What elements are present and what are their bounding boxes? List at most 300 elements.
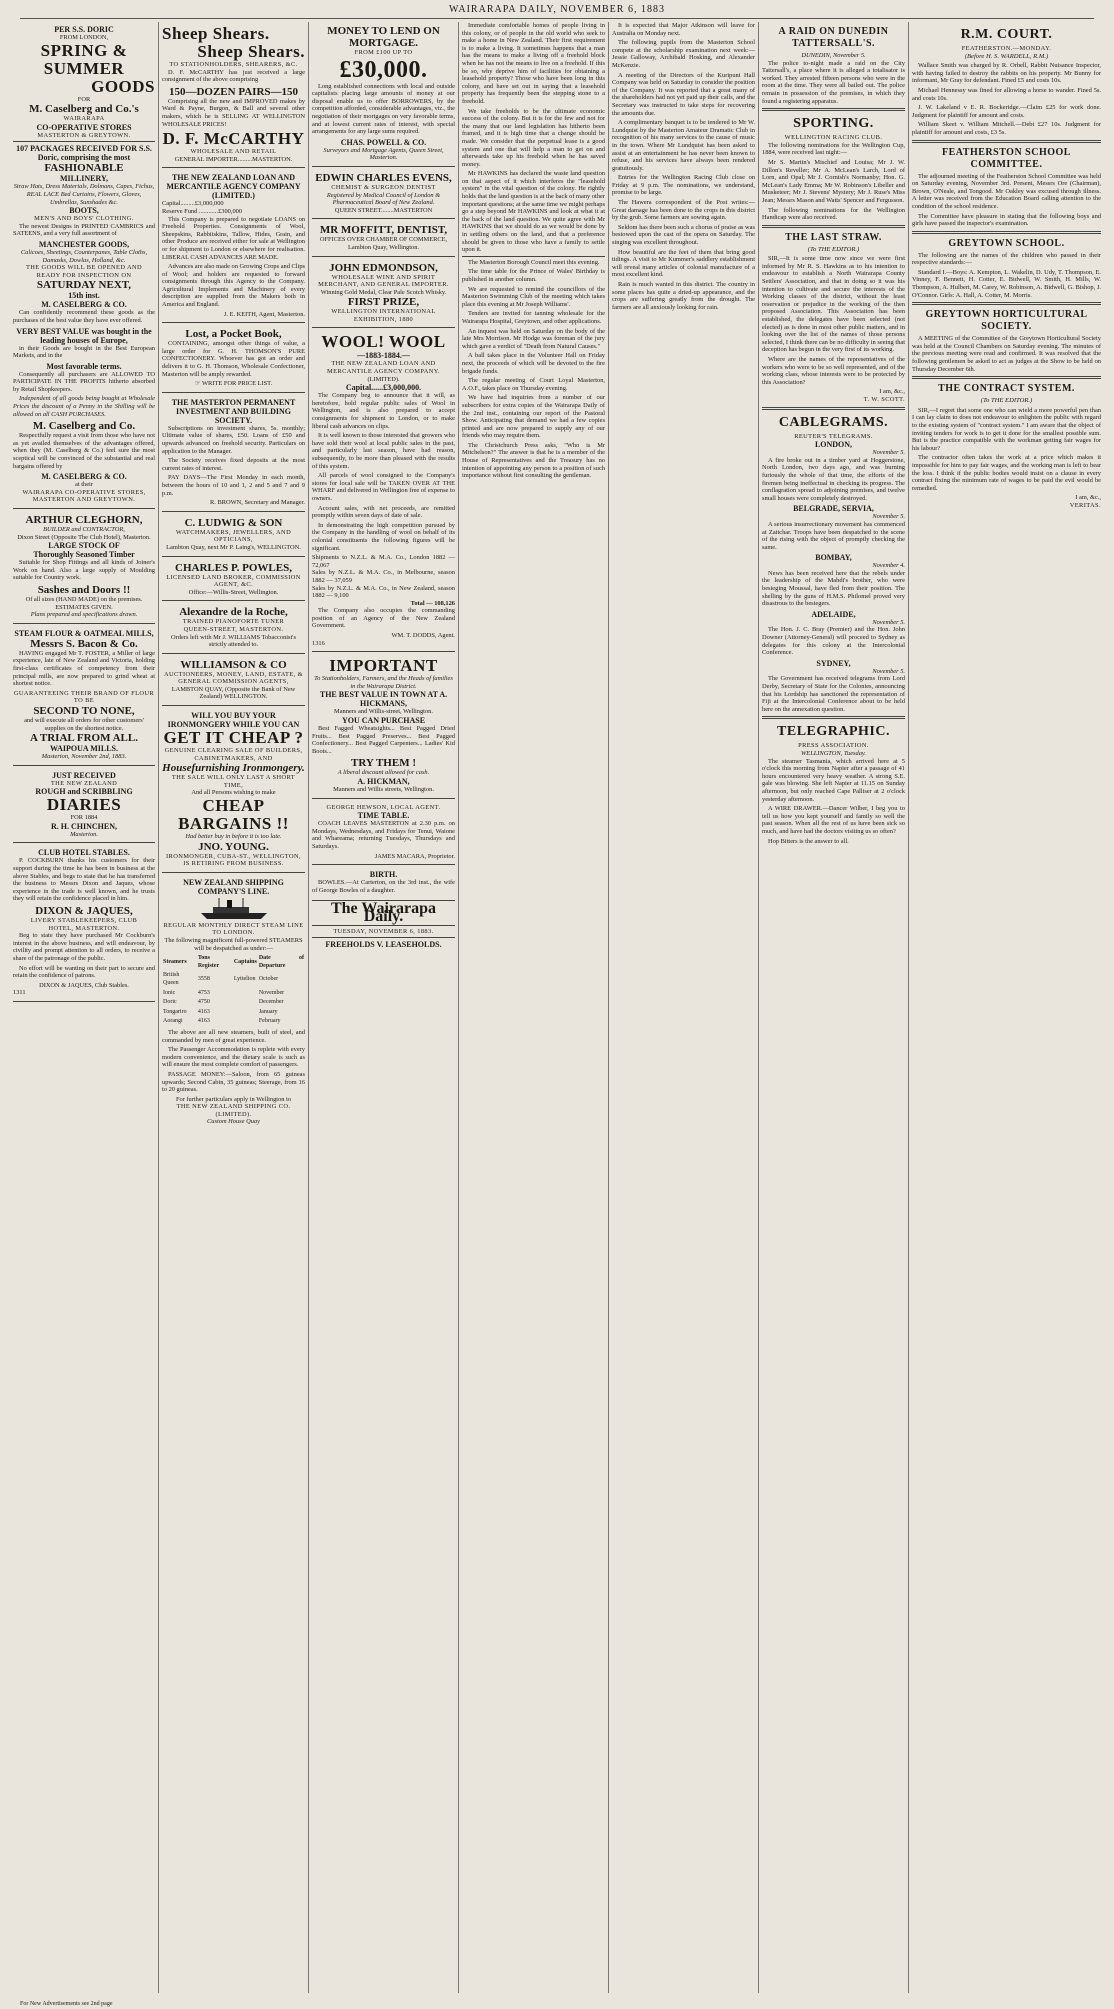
- cable-bombay: BOMBAY,: [815, 553, 852, 563]
- telegraphic-dateline: WELLINGTON, Tuesday.: [800, 749, 867, 757]
- evens-registered: Registered by Medical Council of London & Pharmaceutical Board of New Zealand.: [326, 191, 441, 207]
- table-header: Tons Register: [197, 955, 220, 969]
- column-1: [10, 22, 158, 1993]
- bacon-trial: A TRIAL FROM ALL.: [30, 732, 138, 745]
- birth-text: BOWLES.—At Carterton, on the 3rd inst., the wife of George Bowles of a daughter.: [312, 879, 455, 894]
- news-item: Tenders are invited for tanning wholesale for the Wairarapa Hospital, Greytown, and other applications.: [462, 310, 605, 325]
- pbis-sign: R. BROWN, Secretary and Manager.: [210, 499, 305, 507]
- ad-respectfully: Respectfully request a visit from those who have not as yet availed themselves of the advantages offered, when they (M. Caselberg & Co.) feel sure the most sceptical will be convinced of the substantial and real bargains offered by: [13, 432, 155, 470]
- bacon-second: SECOND TO NONE,: [33, 704, 135, 717]
- cable-bombay-date: November 4.: [872, 562, 905, 570]
- wool-text-3: All parcels of wool consigned to the Company's stores for local sale will be TAKEN OVER AT THE WHARF and delivered in Wellington free of expense to owners.: [312, 472, 455, 502]
- shipping-table: [162, 954, 305, 1027]
- column-5: [608, 22, 758, 1993]
- edmondson-exhibition: WELLINGTON INTERNATIONAL EXHIBITION, 1880: [331, 308, 436, 323]
- nzloan-capital: Capital.........£3,000,000: [162, 200, 224, 208]
- ad-for: FOR: [77, 95, 91, 103]
- ad-millinery-text: Straw Hats, Dress Materials, Dolmans, Capes, Fichus, REAL LACE Bed Curtains, Flowers, Gloves, Umbrellas, Sunshades &c.: [13, 183, 155, 206]
- evens-name: EDWIN CHARLES EVENS,: [315, 171, 452, 184]
- wool-figure-total: Total — 108,126: [410, 599, 455, 607]
- ad-from: FROM LONDON,: [59, 34, 109, 41]
- nzloan-sign: J. E. KEITH, Agent, Masterton.: [223, 310, 305, 318]
- table-row: British Queen 3558 Lyttelton October: [163, 972, 279, 986]
- bacon-gristing: GUARANTEEING THEIR BRAND OF FLOUR TO BE: [13, 689, 155, 705]
- ad-firm: M. Caselberg and Co.'s: [29, 103, 139, 116]
- mccarthy-sheep-2: Sheep Shears.: [197, 42, 305, 61]
- coach-ad: [312, 801, 455, 866]
- chinchen-diaries: DIARIES: [46, 795, 122, 815]
- news-item: The Masterton Borough Council meet this evening.: [468, 258, 600, 266]
- mccarthy-text: D. F. McCARTHY has just received a large consignment of the above comprising: [162, 68, 305, 84]
- young-persons: And all Persons wishing to make: [191, 789, 276, 797]
- money-ad: [312, 22, 455, 167]
- sporting-headline: SPORTING.: [793, 116, 874, 132]
- ad-fashionable: FASHIONABLE: [44, 162, 124, 175]
- telegraphic-press: PRESS ASSOCIATION.: [798, 742, 869, 750]
- money-firm: CHAS. POWELL & CO.: [340, 137, 427, 147]
- letter-text-2: Where are the names of the representatives of the workers who were to be so well represented, and of the working class, whose interests were to be protected by this Association?: [762, 356, 905, 386]
- wrc-text-2: Mr S. Martin's Mischief and Louisa; Mr J. W. Dillon's Reveller; Mr A. McLean's Larch, Lord of Lorn, and Opal; Mr J. Cornish's Normanby; Hon. G. McLean's Lady Emma; Mr W. Robinson's Libeller and Musketeer; Mr J. Stevens' Mystery; Mr J. Ruse's Miss Jean; Messrs Mason and Watts' Spencer and Fergusson.: [762, 158, 905, 204]
- table-header: Date of Departure: [258, 955, 304, 969]
- wool-title: WOOL! WOOL: [321, 332, 446, 352]
- steamship-icon: [199, 898, 269, 920]
- court-case: J. W. Lakeland v E. R. Bockeridge.—Claim £25 for work done. Judgment for plaintiff for amount and costs.: [912, 104, 1101, 119]
- cleghorn-trade: BUILDER and CONTRACTOR,: [43, 526, 125, 533]
- chinchen-town: Masterton.: [70, 830, 98, 838]
- school-headline: FEATHERSTON SCHOOL COMMITTEE.: [942, 146, 1071, 170]
- raid-text: The police to-night made a raid on the City Tattersall's, a place where it is alleged a totalisator is worked. They arrested fifteen persons who were in the room at the time. They were all bailed out. The police remain in possession of the premises, in which they found a registering apparatus.: [762, 59, 905, 105]
- court-headline: R.M. COURT.: [960, 27, 1053, 42]
- contract-headline: THE CONTRACT SYSTEM.: [938, 383, 1075, 395]
- shipping-title: NEW ZEALAND SHIPPING COMPANY'S LINE.: [183, 877, 284, 896]
- wool-text: The Company beg to announce that it will, as heretofore, hold regular public sales of Wool in Wellington, and is also prepared to accept consignments for shipment to London, or to make liberal cash advances on clips.: [312, 392, 455, 430]
- cable-belgrade: BELGRADE, SERVIA,: [793, 504, 874, 514]
- hickman-youcan: YOU CAN PURCHASE: [341, 716, 426, 726]
- hickman-list: Best Fagged Wheatsights... Best Pagged Dried Fruits... Best Pagged Preserves... Best Pagged Confectionery... Best Pagged Carpenters... Ladies' Kid Boots...: [312, 725, 455, 755]
- telegraphic-text-2: A WIRE DRAWER.—Dancer Wilber, I beg you to tell us how you kept yourself and family so well the past season. When all the rest of us have been sick so much, and have had the doctors visiting us so often?: [762, 805, 905, 835]
- powles-trade: LICENSED LAND BROKER, COMMISSION AGENT, &C.: [166, 573, 301, 589]
- news-item: A meeting of the Directors of the Kuripuni Hall Company was held on Saturday to consider the position of the Company. It was reported that a great many of the shareholders had not yet paid up their calls, and the Secretary was instructed to take steps for recovering the amounts due.: [612, 71, 755, 117]
- young-sale: GENUINE CLEARING SALE OF BUILDERS, CABINETMAKERS, AND: [164, 747, 303, 762]
- news-item: The following pupils from the Masterton School compete at the scholarship examination next week:—Jessie Galloway, Archibald Hosking, and Alexander McKenzie.: [612, 39, 755, 69]
- mccarthy-audience: TO STATIONHOLDERS, SHEARERS, &C.: [169, 61, 298, 68]
- article-paragraph: Immediate comfortable homes of people living in this colony, or of people in the old world who seek to make a home in New Zealand. Their first requirement is to make a living. It sometimes happens that a man has the means to make a living off a freehold block when he has not the means to live on a freehold. If this be so, why deprive him of facilities for obtaining a leasehold property? Those who have been long in this colony, and have set out in saying that a leasehold property has frequently been the stepping stone to a freehold.: [462, 22, 605, 105]
- table-row: Ionic 4753 November: [163, 989, 285, 996]
- ad-manchester-text: Calicoes, Sheetings, Counterpanes, Table Cloths, Damasks, Dowlas, Holland, &c.: [20, 248, 148, 264]
- ad-packages: 107 PACKAGES RECEIVED FOR S.S. Doric, comprising the most: [16, 144, 152, 163]
- cable-bombay-text: News has been received here that the rebels under the leadership of the Mahdi's brother, who were besieging Moussal, have fled from their position. The shelling by the guns of H.M.S. Philomel proved very disastrous to the besiegers.: [762, 569, 905, 608]
- mccarthy-ad: [162, 22, 305, 168]
- williamson-ad: [162, 656, 305, 706]
- ad-millinery: MILLINERY,: [59, 174, 109, 184]
- cable-london-date: November 5.: [872, 449, 905, 457]
- caselberg-ad: [13, 22, 155, 509]
- nzloan-text-2: Advances are also made on Growing Crops and Clips of Wool; and holders are requested to forward consignments through this Agency to the Company. Agricultural Implements and Machinery of every description are supplied from the Makers both in America and England.: [162, 263, 306, 309]
- wool-text-2: It is well known to those interested that growers who have sold their wool at local public sales in the past, and particularly last season, have had reason, subsequently, to be more than pleased with the results of this system.: [312, 432, 455, 470]
- contract-signer: VERITAS.: [1069, 501, 1101, 509]
- evens-address: QUEEN STREET........MASTERTON: [334, 206, 433, 214]
- young-housefurnishing: Housefurnishing Ironmongery.: [162, 762, 305, 775]
- edmondson-ad: [312, 259, 455, 329]
- cable-headline: CABLEGRAMS.: [778, 414, 889, 430]
- greytown-text: The following are the names of the children who passed in their respective standards:—: [912, 251, 1101, 267]
- news-item: A ball takes place in the Volunteer Hall on Friday next, the proceeds of which will be devoted to the fire brigade funds.: [462, 352, 605, 375]
- bacon-steam: STEAM FLOUR & OATMEAL MILLS,: [14, 628, 154, 638]
- young-name: JNO. YOUNG.: [198, 840, 269, 853]
- ad-spring: SPRING &: [40, 40, 128, 60]
- ad-opened: THE GOODS WILL BE OPENED AND READY FOR INSPECTION ON: [25, 264, 143, 279]
- young-iron: WILL YOU BUY YOUR IRONMONGERY WHILE YOU CAN: [167, 711, 300, 730]
- court-judge: (Before H. S. WARDELL, R.M.): [964, 52, 1049, 60]
- cleghorn-address: Dixon Street (Opposite The Club Hotel), Masterton.: [17, 533, 151, 541]
- hickman-discount: A liberal discount allowed for cash.: [337, 769, 430, 777]
- cleghorn-timber: Thoroughly Seasoned Timber: [33, 550, 135, 560]
- news-item: A complimentary banquet is to be tendered to Mr W. Lundquist by the Masterton Amateur Dramatic Club in recognition of his many services to the cause of music in the town. Where Mr Lundquist has been asked to assist at an entertainment he has never been known to refuse, and his services have always been rendered gratuitously.: [612, 119, 755, 172]
- wrc-text: The following nominations for the Wellington Cup, 1884, were received last night:—: [762, 141, 905, 157]
- column-3: [308, 22, 458, 1993]
- table-row: Doric 4750 December: [163, 999, 284, 1006]
- williamson-trade: AUCTIONEERS, MONEY, LAND, ESTATE, & GENERAL COMMISSION AGENTS,: [163, 670, 304, 686]
- powles-ad: [162, 559, 305, 602]
- table-header: Steamers: [163, 958, 187, 965]
- dixon-livery: LIVERY STABLEKEEPERS, CLUB: [30, 917, 138, 925]
- nzloan-title: THE NEW ZEALAND LOAN AND MERCANTILE AGENCY COMPANY (LIMITED.): [166, 173, 301, 201]
- column-7: [908, 22, 1104, 1993]
- ad-designs: The newest Designs in PRINTED CAMBRICS and SATEENS, and a very full assortment of: [13, 222, 155, 238]
- mccarthy-dozen: 150—DOZEN PAIRS—150: [168, 85, 299, 98]
- chinchen-ad: [13, 768, 155, 844]
- bacon-second-text: and will execute all orders for other customers' supplies on the shortest notice.: [24, 716, 144, 732]
- cable-belgrade-date: November 5.: [872, 513, 905, 521]
- cable-sydney-text: The Government has received telegrams from Lord Derby, Secretary of State for the Colonies, announcing that his Lordship has sanctioned the representation of Fiji at the Intercolonial Conference about to be held here on the annexation question.: [762, 675, 905, 713]
- telegraphic-headline: TELEGRAPHIC.: [777, 724, 890, 740]
- roche-ad: [162, 603, 305, 653]
- shipping-text: The above are all new steamers, built of steel, and commanded by men of great experience.: [162, 1028, 305, 1044]
- money-firm-2: Surveyors and Mortgage Agents, Queen Street, Masterton.: [323, 146, 444, 162]
- ad-at: at their: [75, 481, 93, 489]
- news-item: The time table for the Prince of Wales' Birthday is published in another column.: [462, 268, 605, 283]
- coach-text: COACH LEAVES MASTERTON at 2.30 p.m. on Mondays, Wednesdays, and Fridays for Tenui, Waione and Whareama; returning Tuesdays, Thursdays and Saturdays.: [312, 820, 455, 850]
- cleghorn-sashes-text: Of all sizes (HAND MADE) on the premises. ESTIMATES GIVEN.: [25, 595, 143, 611]
- ad-firm-4: M. CASELBERG & CO.: [41, 472, 127, 482]
- ad-markets: in their Goods are bought in the Best European Markets, and in the: [13, 344, 155, 360]
- cable-london: LONDON,: [814, 440, 853, 450]
- pointing-hand-icon: ☞: [194, 380, 203, 388]
- money-amount: £30,000.: [339, 56, 428, 83]
- mccarthy-dozen-text: Comprising all the new and IMPROVED makes by Ward & Payne, Burgon, & Ball and several other makers, which he is SELLING AT WELLINGTON WHOLESALE PRICES!: [162, 97, 305, 128]
- column-4: [458, 22, 608, 1993]
- news-item: How beautiful are the feet of them that bring good tidings. A visit to Mr Kummer's saddlery establishment will reveal many articles of colonial manufacture of a most excellent kind.: [612, 248, 755, 279]
- dixon-name: DIXON & JAQUES,: [35, 905, 133, 918]
- news-item: It is expected that Major Atkinson will leave for Australia on Monday next.: [612, 22, 755, 37]
- edmondson-medal: Winning Gold Medal, Clear Pale Scotch Whisky.: [320, 288, 447, 296]
- letter-text: SIR,—It is some time now since we were first informed by Mr R. S. Hawkins as to his intention to endeavour to establish a North Wairarapa County Settlers' Association, and that in doing so it was his intention to cultivate and secure the interests of the Working classes of the district, without the least reservation or prejudice in the working of the then proposed Association. This Association has been established, the delegates have been selected (not elected) as is done in most other public matters, and in looking over the list of the names of those persons selected, I think there can be no difficulty in seeing that deception has begun in the very first of its working.: [762, 255, 905, 354]
- shipping-text-2: The Passenger Accommodation is replete with every modern convenience, and the dietary scale is such as will ensure the most complete comfort of passengers.: [162, 1046, 305, 1069]
- ad-stores-2: WAIRARAPA CO-OPERATIVE STORES,: [22, 488, 146, 496]
- dixon-sign: DIXON & JAQUES, Club Stables.: [39, 981, 129, 989]
- paper-title: The Wairarapa Daily.: [330, 900, 437, 925]
- hickman-ad: [312, 654, 455, 798]
- column-6: [758, 22, 908, 1993]
- hickman-important: IMPORTANT: [329, 656, 438, 676]
- wool-text-5: In demonstrating the high competition pursued by the Company in the handling of wool on behalf of its colonial constituents the following figures will be significant.: [312, 521, 455, 552]
- williamson-address: LAMBTON QUAY, (Opposite the Bank of New Zealand) WELLINGTON.: [171, 685, 296, 701]
- shipping-quay: Custom House Quay: [207, 1118, 260, 1126]
- wool-figure: Sales by N.Z.L. & M.A. Co., in New Zealand, season 1882 — 9,100: [312, 584, 455, 600]
- money-from: FROM £100 UP TO: [354, 49, 413, 56]
- edmondson-name: JOHN EDMONDSON,: [329, 261, 438, 274]
- ad-firm-3: M. Caselberg and Co.: [32, 420, 136, 433]
- masthead-title: WAIRARAPA DAILY, NOVEMBER 6, 1883: [449, 4, 665, 15]
- young-bargains: CHEAP BARGAINS !!: [178, 796, 289, 834]
- ludwig-ad: [162, 514, 305, 557]
- hickman-address-2: Manners and Willis streets, Wellington.: [333, 786, 434, 793]
- raid-dateline: DUNEDIN, November 5.: [801, 52, 866, 59]
- cable-reuter: REUTER'S TELEGRAMS.: [794, 432, 873, 440]
- pbis-text: Subscriptions on investment shares, 5s. monthly; Ultimate value of shares, £50. Loans of £50 and upwards advanced on freehold security. Particulars on application to the Manager.: [162, 424, 305, 455]
- court-case: William Skeet v. William Mitchell.—Debt £27 10s. Judgment for plaintiff for amount and costs, £3 5s.: [912, 121, 1101, 136]
- wrc-text-3: The following nominations for the Wellington Handicap were also received.: [762, 206, 905, 222]
- ad-confident: Can confidently recommend these goods as the purchases of the best value they have ever offered.: [13, 309, 155, 324]
- shipping-steamers: The following magnificent full-powered STEAMERS will be despatched as under:—: [164, 937, 303, 952]
- powles-office: Office:—Willis-Street, Wellington.: [188, 588, 279, 596]
- hickman-address: Manners and Willis-street, Wellington.: [334, 708, 433, 716]
- wool-text-6: The Company also occupies the commanding position of an Agency of the New Zealand Government.: [312, 607, 455, 630]
- club-text: P. COCKBURN thanks his customers for their support during the time he has been in business at the above Stables, and begs to state that he has transferred the business to Messrs Dixon and Jaques, whose experience in the trade is well known, and he trusts they will retain the confidence placed in him.: [13, 857, 155, 903]
- shipping-line: REGULAR MONTHLY DIRECT STEAM LINE TO LONDON.: [163, 921, 304, 937]
- school-text: The adjourned meeting of the Featherston School Committee was held on Saturday evening, November 3rd. Present, Messrs Ore (Chairman), Brown, O'Neale, and Tongood. Mr Oakley was excused through illness. A letter was received from the Education Board calling attention to the condition of the school residence.: [912, 172, 1101, 210]
- ad-purchasers: Consequently all purchasers are ALLOWED TO PARTICIPATE IN THE PROFITS hitherto absorbed by Retail Shopkeepers.: [13, 370, 155, 393]
- mccarthy-sheep-1: Sheep Shears.: [162, 24, 270, 43]
- birth-notice: [312, 867, 455, 901]
- powles-name: CHARLES P. POWLES,: [175, 561, 292, 574]
- young-short: THE SALE WILL ONLY LAST A SHORT TIME,: [171, 774, 296, 789]
- horticultural-text: A MEETING of the Committee of the Greytown Horticultural Society was held at the Council Chambers on Saturday evening. The minutes of the previous meeting were read and confirmed. It was resolved that the following gentlemen be asked to act as judges at the Show to be held on Thursday December 6th.: [912, 335, 1101, 373]
- letter-signer: T. W. SCOTT.: [863, 395, 905, 403]
- money-text: Long established connections with local and outside capitalists placing large amounts of money at our disposal enable us to offer BORROWERS, by the competition afforded, considerable advantages, viz., the negotiation of their mortgages on very favorable terms, and at lowest current rates of interest, with special arrangements for any large sums required.: [312, 82, 455, 136]
- telegraphic-text: The steamer Tasmania, which arrived here at 5 o'clock this morning from Napier after a passage of 41 hours encountered very heavy weather. A strong S.E. gale was blowing. She left Napier at 11.15 on Sunday afternoon, but only reached Cape Palliser at 2 o'clock yesterday afternoon.: [762, 757, 905, 803]
- ludwig-trade: WATCHMAKERS, JEWELLERS, AND OPTICIANS,: [175, 528, 292, 544]
- ad-stores: CO-OPERATIVE STORES: [36, 122, 132, 132]
- chinchen-year: FOR 1884: [70, 814, 98, 822]
- contract-sign: I am, &c.,: [1075, 494, 1101, 502]
- chinchen-just: JUST RECEIVED: [52, 770, 116, 780]
- horticultural-headline: GREYTOWN HORTICULTURAL SOCIETY.: [925, 309, 1088, 333]
- hickman-audience: To Stationholders, Farmers, and the Heads of families in the Wairarapa District.: [314, 675, 453, 690]
- roche-trade: TRAINED PIANOFORTE TUNER: [182, 618, 285, 626]
- court-date: FEATHERSTON.—MONDAY.: [961, 45, 1052, 52]
- table-row: Aorangi 4163 February: [163, 1018, 281, 1025]
- nzloan-text: This Company is prepared to negotiate LOANS on Freehold Properties. Consignments of Wool, Sheepskins, Rabbitskins, Tallow, Hides, Grain, and other Produce are received either for sale at Wellington or for shipment to London or elsewhere for realisation. LIBERAL CASH ADVANCES ARE MADE.: [162, 215, 305, 261]
- editorial-title: FREEHOLDS V. LEASEHOLDS.: [325, 940, 442, 950]
- column-2: [158, 22, 308, 1993]
- court-case: Wallace Smith was charged by R. Orbell, Rabbit Nuisance Inspector, with having failed to destroy the rabbits on his property. Mr Bunny for informant, Mr Gray for defendant. Fined £5 and costs 10s.: [912, 62, 1101, 85]
- wool-ad: [312, 330, 455, 652]
- table-row: Tongariro 4163 January: [163, 1008, 278, 1015]
- moffitt-office: OFFICES OVER CHAMBER OF COMMERCE, Lambton Quay, Wellington.: [319, 236, 448, 251]
- evens-trade: CHEMIST & SURGEON DENTIST: [331, 183, 436, 191]
- wrc-subhead: WELLINGTON RACING CLUB.: [784, 134, 883, 142]
- ad-number: 1316: [312, 639, 325, 647]
- ad-saturday: SATURDAY NEXT,: [36, 279, 132, 292]
- moffitt-name: MR MOFFITT, DENTIST,: [319, 224, 448, 237]
- chinchen-seller: R. H. CHINCHEN,: [50, 821, 117, 831]
- mccarthy-name: D. F. McCARTHY: [162, 129, 305, 149]
- ad-towns-2: MASTERTON AND GREYTOWN.: [32, 496, 136, 504]
- ad-manchester: MANCHESTER GOODS,: [38, 239, 130, 249]
- bacon-mills: WAIPOUA MILLS.: [49, 744, 118, 754]
- article-paragraph: Mr HAWKINS has declared the waste land question on that aspect of it which interferes the "leasehold system" in the vital question of the colony. He rightly holds that the land question is at the back of many other important questions; at the same time we might perhaps go a step beyond Mr HAWKINS and look at what it at the back of the land question. We quite agree with Mr HAWKINS that we should do as we would be done by in settling others on the land, and that a preference should be given to those who have a family to settle upon it.: [462, 170, 605, 254]
- cleghorn-ad: [13, 511, 155, 624]
- cleghorn-name: ARTHUR CLEGHORN,: [25, 514, 143, 526]
- paper-date: TUESDAY, NOVEMBER 6, 1883.: [333, 927, 434, 935]
- ad-towns: MASTERTON & GREYTOWN.: [37, 131, 131, 139]
- nzloan-ad: [162, 170, 305, 323]
- young-ad: [162, 708, 305, 873]
- page-footer: For New Advertisements see 2nd page: [20, 2001, 113, 2007]
- ludwig-name: C. LUDWIG & SON: [184, 516, 283, 529]
- telegraphic-text-3: Hop Bitters is the answer to all.: [768, 837, 849, 845]
- bacon-text: HAVING engaged Mr T. FOSTER, a Miller of large experience, late of New Zealand and Victoria, holding first-class certificates of competency from their principal mills, are now prepared to grind wheat at shortest notice.: [13, 649, 155, 688]
- ludwig-address: Lambton Quay, next Mr P. Laing's, WELLINGTON.: [166, 543, 301, 551]
- wool-figure: Sales by N.Z.L. & M.A. Co., in Melbourne, season 1882 — 37,059: [312, 569, 455, 584]
- bacon-mills-date: Masterton, November 2nd, 1883.: [41, 753, 127, 761]
- letter-editor: (To THE EDITOR.): [807, 245, 860, 253]
- money-title: MONEY TO LEND ON MORTGAGE.: [327, 25, 440, 49]
- raid-headline: A RAID ON DUNEDIN TATTERSALL'S.: [778, 26, 889, 49]
- lost-title: Lost, a Pocket Book,: [185, 328, 282, 341]
- contract-text: SIR,—I regret that some one who can wield a more powerful pen than I can lay claim to does not endeavour to enlighten the public with regard to the existing system of "contract system." I am aware that the object of inviting tenders for work is to get it done for the smallest possible sum. But is the practice compatible with the workman getting fair wages for his labour?: [912, 406, 1101, 452]
- dixon-text-2: No effort will be wanting on their part to secure and retain the confidence of patrons.: [13, 964, 155, 980]
- ad-bought: VERY BEST VALUE was bought in the leading houses of Europe,: [16, 326, 152, 345]
- shipping-ad: [162, 875, 305, 1130]
- shipping-passage: PASSAGE MONEY:—Saloon, from 65 guineas upwards; Second Cabin, 35 guineas; Steerage, from 16 to 20 guineas.: [162, 1070, 305, 1094]
- bacon-name: Messrs S. Bacon & Co.: [30, 637, 138, 650]
- cable-london-text: A fire broke out in a timber yard at Hoggerstone, North London, two days ago, and was burning furiously the whole of that time, the efforts of the firemen being ineffectual in checking its progress. The conflagration spread to adjoining premises, and twelve small houses were completely destroyed.: [762, 456, 905, 502]
- news-item: Seldom has there been such a chorus of praise as was bestowed upon the cast of the opera on Saturday. The singing was excellent throughout.: [612, 223, 755, 247]
- coach-agent: GEORGE HEWSON, LOCAL AGENT.: [326, 803, 441, 811]
- coach-proprietor: JAMES MACARA, Proprietor.: [374, 852, 455, 860]
- table-header: Captains: [233, 958, 257, 965]
- mccarthy-wholesale: WHOLESALE AND RETAIL: [190, 148, 277, 156]
- school-text-2: The Committee have pleasure in stating that the following boys and girls have passed the inspector's examination.: [912, 212, 1101, 228]
- wool-capital: Capital......£3,000,000.: [345, 383, 422, 393]
- ad-wairarapa: WAIRARAPA: [63, 115, 105, 123]
- pbis-text-2: The Society receives fixed deposits at the most current rates of interest.: [162, 457, 305, 472]
- roche-name: Alexandre de la Roche,: [179, 606, 288, 619]
- shipping-apply: For further particulars apply in Wellington to: [175, 1095, 292, 1103]
- chinchen-rough: ROUGH and SCRIBBLING: [35, 787, 133, 797]
- young-cheap: GET IT CHEAP ?: [163, 728, 304, 748]
- lost-text: CONTAINING, amongst other things of value, a large order for G. H. THOMSON'S PURE CONFECTIONERY. Whoever has got an order and delivers it to G. H. Thomson, Wholesale Confectioner, Masterton will be amply rewarded.: [162, 340, 305, 378]
- moffitt-ad: [312, 221, 455, 256]
- hickman-best: THE BEST VALUE IN TOWN AT A. HICKMANS,: [319, 690, 448, 709]
- cable-belgrade-text: A serious insurrectionary movement has commenced at Zaitchar. Troops have been despatched to the scene of the rising with the object of promptly checking the same.: [762, 520, 905, 551]
- ad-firm-2: M. CASELBERG & CO.: [41, 300, 127, 310]
- ad-cheapest: Most favorable terms.: [46, 361, 122, 371]
- news-item: Entries for the Wellington Racing Club close on Friday at 9 p.m. The nominations, we understand, promise to be large.: [612, 174, 755, 197]
- williamson-name: WILLIAMSON & CO: [180, 658, 287, 671]
- pbis-title: THE MASTERTON PERMANENT INVESTMENT AND BUILDING SOCIETY.: [171, 397, 296, 425]
- roche-address: QUEEN-STREET, MASTERTON.: [183, 625, 284, 633]
- cable-adelaide-date: November 5.: [872, 618, 905, 626]
- greytown-text-2: Standard I.—Boys: A. Kempton, L. Wakelin, D. Udy, T. Thompson, E. Vinney, F. Bennett, H. Cotter, E. Bidwell, W. Smith, H. Mills, W. Thompson, A. Hulbert, M. Carey, W. Robinson, A. Bidwell, G. Bishop, J. O'Connor. Girls: A. Hall, A. Cotter, M. Morris.: [912, 268, 1101, 299]
- roche-orders: Orders left with Mr J. WILLIAMS Tobacconist's strictly attended to.: [171, 633, 296, 649]
- letter-headline: THE LAST STRAW.: [785, 231, 882, 243]
- shipping-company: THE NEW ZEALAND SHIPPING CO. (LIMITED).: [176, 1103, 291, 1118]
- contract-text-2: The contractor often takes the work at a price which makes it impossible for him to pay fair wages, and the working man is left to bear the loss. I think if the public bodies would insist on a clause in every contract fixing the minimum rate of wages to be paid the evil would be remedied.: [912, 454, 1101, 492]
- court-case: Michael Hennessy was fined for allowing a horse to wander. Fined 5s. and costs 10s.: [912, 86, 1101, 102]
- nzloan-reserve: Reserve Fund ............£300,000: [162, 207, 243, 215]
- news-item: The regular meeting of Court Loyal Masterton, A.O.F., takes place on Thursday evening.: [462, 377, 605, 392]
- news-item: An inquest was held on Saturday on the body of the late Mrs Morrison. Mr Hodge was foreman of the jury which gave a verdict of "Death from Natural Causes.": [462, 327, 605, 350]
- dixon-text: Beg to state they have purchased Mr Cockburn's interest in the above business, and will endeavour, by civility and prompt attention to all orders, to receive a share of the patronage of the public.: [13, 932, 155, 962]
- news-item: Rain is much wanted in this district. The country in some places has quite a dried-up appearance, and the crops are suffering greatly from the drought. The farmers are all anxiously looking for rain.: [612, 281, 755, 311]
- wool-years: —1883-1884.—: [357, 351, 410, 361]
- news-item: We have had inquiries from a number of our subscribers for extra copies of the Wairarapa Daily of the 2nd inst., containing our report of the Pastoral Show. Anticipating that demand we had a few copies printed and are now prepared to supply any of our friends who may require them.: [462, 394, 605, 440]
- cable-adelaide-text: The Hon. J. C. Bray (Premier) and the Hon. John Downer (Attorney-General) will proceed to Sydney as delegates for this colony at the Intercolonial Conference.: [762, 626, 905, 657]
- wool-text-4: Account sales, with net proceeds, are remitted promptly within seven days of date of sale.: [312, 504, 455, 520]
- cleghorn-sashes: Sashes and Doors !!: [37, 583, 131, 596]
- cleghorn-timber-text: Suitable for Shop Fittings and all kinds of Joiner's Work on hand. Also a large supply of Moulding suitable for Country work.: [13, 559, 155, 582]
- ad-number: 1311: [13, 989, 26, 997]
- paper-nameplate: [312, 900, 455, 950]
- cable-adelaide: ADELAIDE,: [811, 609, 856, 619]
- cleghorn-large: LARGE STOCK OF: [48, 541, 120, 551]
- news-item: We are requested to remind the councillors of the Masterton Swimming Club of the meeting which takes place this evening at Mr Joseph Williams'.: [462, 285, 605, 308]
- dixon-hotel: HOTEL, MASTERTON.: [48, 924, 120, 932]
- pbis-ad: [162, 395, 305, 512]
- cleghorn-plans: Plans prepared and specifications drawn.: [30, 611, 138, 619]
- wool-sign: WM. T. DODDS, Agent.: [391, 632, 455, 640]
- mccarthy-merchant: GENERAL IMPORTER.........MASTERTON.: [174, 155, 293, 163]
- ad-independent: Independent of all goods being bought at Wholesale Prices the discount of a Penny in the Shilling will be allowed on all CASH PURCHASES.: [13, 395, 155, 418]
- bacon-ad: [13, 626, 155, 766]
- wool-figure: Shipments to N.Z.L. & M.A. Co., London 1882 — 72,067: [312, 554, 455, 569]
- ad-summer: SUMMER: [43, 58, 125, 78]
- ad-ship-name: PER S.S. DORIC: [54, 25, 114, 34]
- young-late: Had better buy in before it is too late.: [185, 833, 282, 841]
- coach-timetable: TIME TABLE.: [357, 811, 410, 821]
- edmondson-prize: FIRST PRIZE,: [347, 296, 420, 309]
- news-item: The Hawera correspondent of the Post writes:—Great damage has been done to the crops in this district by the grub. Some farmers are sowing again.: [612, 199, 755, 222]
- news-item: The Christchurch Press asks, "Who is Mr Mitchelson?" The answer is that he is a member of the House of Representatives and the Treasury has no intention of appointing any person to a position of such importance without first consulting the gentleman.: [462, 441, 605, 480]
- cable-sydney: SYDNEY,: [816, 658, 851, 668]
- lost-ad: [162, 325, 305, 393]
- ad-date: 15th inst.: [68, 291, 100, 301]
- masthead: [20, 4, 1094, 19]
- club-stables-ad: [13, 845, 155, 1002]
- letter-sign: I am, &c.,: [879, 388, 905, 396]
- ad-clothing: MEN'S AND BOYS' CLOTHING.: [34, 215, 134, 223]
- young-retiring: IRONMONGER, CUBA-ST., WELLINGTON, IS RETIRING FROM BUSINESS.: [166, 852, 301, 868]
- club-title: CLUB HOTEL STABLES.: [38, 848, 130, 858]
- birth-title: BIRTH.: [369, 870, 398, 880]
- article-paragraph: We take freeholds to be the ultimate economic success of the colony. But it is for the few and not for the many that our land legislation has hitherto been framed, and it is high time that a change should be made. We consider that the perpetual lease is a good system and one that will help a man to get on and afterwards take up his freehold when he has saved money.: [462, 107, 605, 168]
- lost-write: ☞ WRITE FOR PRICE LIST.: [194, 380, 273, 388]
- hickman-name: A. HICKMAN,: [357, 777, 410, 786]
- evens-ad: [312, 169, 455, 219]
- ad-boots: BOOTS,: [69, 206, 99, 216]
- wool-limited: (LIMITED).: [367, 375, 400, 383]
- hickman-try: TRY THEM !: [350, 757, 416, 770]
- greytown-headline: GREYTOWN SCHOOL.: [948, 237, 1065, 249]
- pbis-text-3: PAY DAYS—The First Monday in each month, between the hours of 10 and 1, 2 and 5 and 7 and 9 p.m.: [162, 474, 305, 497]
- wool-company: THE NEW ZEALAND LOAN AND MERCANTILE AGENCY COMPANY.: [327, 360, 440, 376]
- chinchen-new: THE NEW ZEALAND: [50, 779, 118, 787]
- cable-sydney-date: November 5.: [872, 667, 905, 675]
- ad-goods: GOODS: [91, 76, 155, 96]
